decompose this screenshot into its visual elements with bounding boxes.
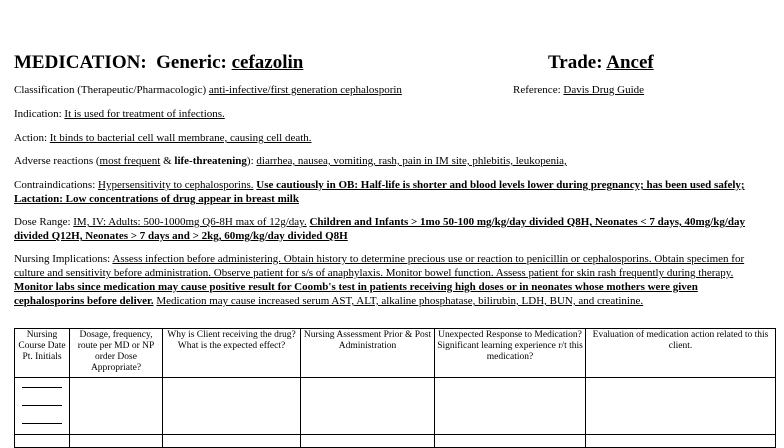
table-row — [15, 378, 776, 435]
indication-value: It is used for treatment of infections. — [64, 108, 225, 120]
contraindications-bold: Use cautiously in OB: Half-life is shorter and blood levels lower during pregnancy; has been used safely; Lactation: Low concentrations of drug appear in breast milk — [14, 179, 745, 205]
classification-line — [14, 83, 746, 97]
table-cell-initials[interactable] — [15, 378, 70, 435]
adverse-label-start: Adverse reactions ( — [14, 155, 100, 167]
dose-range-label: Dose Range: — [14, 216, 71, 228]
table-cell-unexpected-response[interactable] — [435, 378, 586, 435]
table-cell-nursing-assessment[interactable] — [301, 378, 435, 435]
column-header-nursing-assessment: Nursing Assessment Prior & Post Administration — [301, 329, 435, 378]
table-cell-nursing-assessment[interactable] — [301, 435, 435, 448]
column-header-evaluation: Evaluation of medication action related to this client. — [586, 329, 776, 378]
table-row — [15, 435, 776, 448]
table-cell-dosage[interactable] — [70, 378, 163, 435]
column-header-nursing-course: Nursing Course Date Pt. Initials — [15, 329, 70, 378]
initials-blank-line — [22, 386, 62, 388]
contraindications-value: Hypersensitivity to cephalosporins. — [98, 179, 254, 191]
dose-range-bold: Children and Infants > 1mo 50-100 mg/kg/day divided Q8H, Neonates < 7 days, 40mg/kg/day divided Q12H, Neonates > 7 days and > 2kg, 60mg/kg/day divided Q8H — [14, 216, 746, 242]
contraindications-paragraph — [14, 178, 746, 206]
adverse-label-end: ): — [246, 155, 254, 167]
nursing-implications-bold: Monitor labs since medication may cause positive result for Coomb's test in patients receiving high doses or in neonates whose mothers were given cephalosporins before deliver. — [14, 281, 698, 307]
reference — [513, 83, 644, 97]
medication-header — [14, 52, 774, 76]
contraindications-label: Contraindications: — [14, 179, 96, 191]
adverse-reactions-line — [14, 154, 746, 168]
nursing-implications-paragraph — [14, 252, 746, 308]
table-cell-dosage[interactable] — [70, 435, 163, 448]
nursing-implications-label: Nursing Implications: — [14, 253, 111, 265]
nursing-evaluation-table — [14, 328, 776, 448]
column-header-why-receiving: Why is Client receiving the drug? What is the expected effect? — [163, 329, 301, 378]
classification-value: anti-infective/first generation cephalosporin — [208, 84, 402, 96]
table-cell-why-receiving[interactable] — [163, 435, 301, 448]
dose-range-value: IM, IV: Adults: 500-1000mg Q6-8H max of 12g/day. — [73, 216, 307, 228]
action-label: Action: — [14, 132, 47, 144]
table-cell-evaluation[interactable] — [586, 435, 776, 448]
generic-name: cefazolin — [231, 52, 304, 73]
trade-heading — [548, 52, 654, 74]
reference-label: Reference: — [513, 84, 561, 96]
action-value: It binds to bacterial cell wall membrane, causing cell death. — [49, 132, 312, 144]
indication-line — [14, 107, 746, 121]
indication-label: Indication: — [14, 108, 62, 120]
classification-label: Classification (Therapeutic/Pharmacologic) — [14, 84, 207, 96]
action-line — [14, 131, 746, 145]
adverse-most-frequent: most frequent — [99, 155, 161, 167]
nursing-implications-end: Medication may cause increased serum AST, ALT, alkaline phosphatase, bilirubin, LDH, BUN, and creatinine. — [156, 295, 644, 307]
initials-blank-line — [22, 422, 62, 424]
column-header-dosage: Dosage, frequency, route per MD or NP order Dose Appropriate? — [70, 329, 163, 378]
generic-heading — [14, 52, 303, 74]
trade-name: Ancef — [606, 52, 654, 73]
column-header-unexpected-response: Unexpected Response to Medication? Significant learning experience r/t this medication? — [435, 329, 586, 378]
nursing-implications-value: Assess infection before administering. Obtain history to determine precious use or reaction to penicillin or cephalosporins. Obtain specimen for culture and sensitivity before administration. Observe patient for s/s of anaphylaxis. Monitor bowel function. Assess patient for skin rash frequently during therapy. — [14, 253, 745, 279]
table-cell-unexpected-response[interactable] — [435, 435, 586, 448]
trade-label: Trade: — [548, 52, 603, 73]
generic-label: Generic: — [156, 52, 227, 73]
table-cell-initials[interactable] — [15, 435, 70, 448]
dose-range-paragraph — [14, 215, 746, 243]
initials-blank-line — [22, 404, 62, 406]
table-header-row — [15, 329, 776, 378]
table-cell-why-receiving[interactable] — [163, 378, 301, 435]
table-cell-evaluation[interactable] — [586, 378, 776, 435]
adverse-value: diarrhea, nausea, vomiting, rash, pain in IM site, phlebitis, leukopenia, — [256, 155, 567, 167]
adverse-life-threatening: life-threatening — [174, 155, 247, 167]
adverse-amp: & — [160, 155, 175, 167]
reference-value: Davis Drug Guide — [563, 84, 645, 96]
medication-label: MEDICATION: — [14, 52, 147, 73]
